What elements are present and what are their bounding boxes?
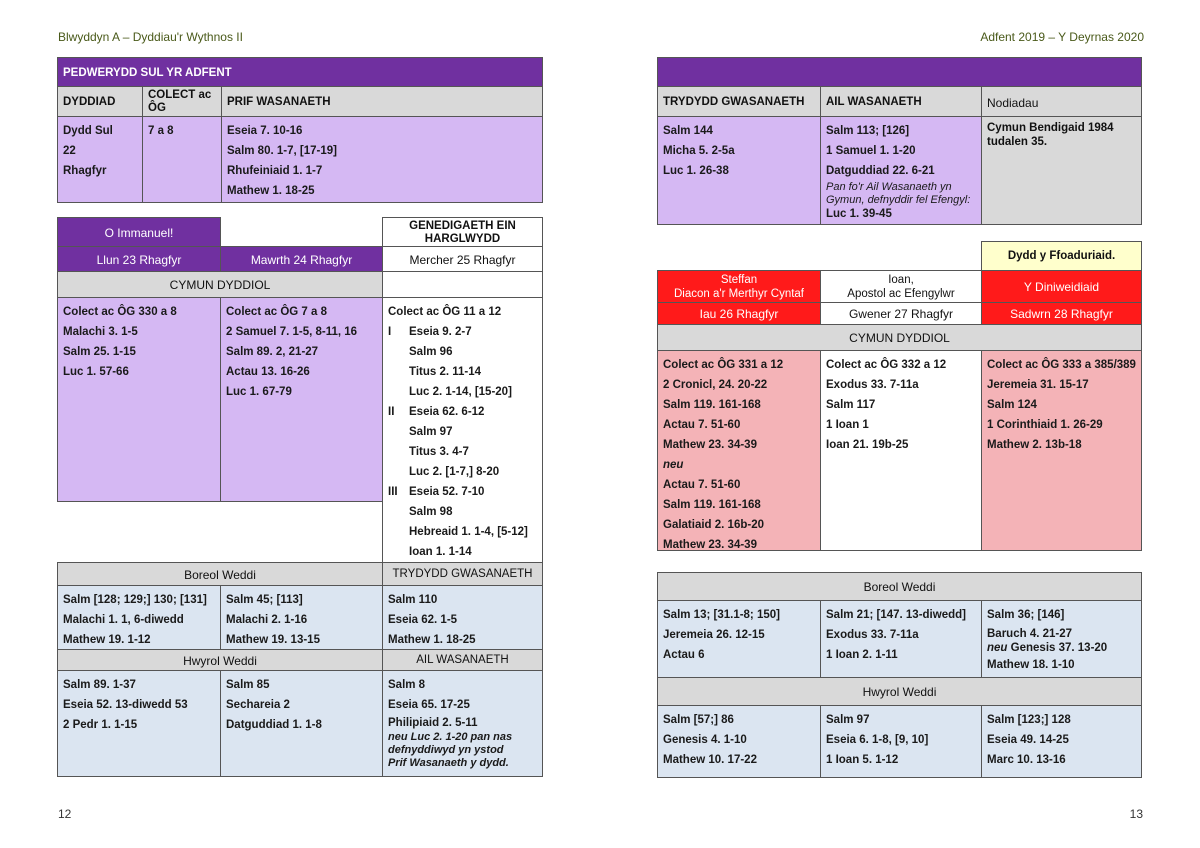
cymun-header-right: CYMUN DYDDIOL — [657, 324, 1142, 351]
fri-title-line: Apostol ac Efengylwr — [847, 288, 955, 300]
tue-cymun-cell — [220, 297, 383, 502]
reading: Mathew 2. 13b-18 — [987, 439, 1082, 451]
reading: Exodus 33. 7-11a — [826, 629, 919, 641]
reading: 1 Samuel 1. 1-20 — [826, 145, 916, 157]
mon-cymun-cell — [57, 297, 221, 502]
reading: Salm 119. 161-168 — [663, 499, 761, 511]
day-line: Dydd Sul — [63, 125, 113, 137]
reading: Eseia 7. 10-16 — [227, 125, 303, 137]
reading-note: Pan fo'r Ail Wasanaeth yn Gymun, defnyddir fel Efengyl: — [826, 181, 971, 206]
reading: Actau 6 — [663, 649, 705, 661]
neu-label: neu — [388, 731, 408, 743]
reading: Salm 25. 1-15 — [63, 346, 136, 358]
reading: Salm 97 — [826, 714, 870, 726]
reading-set-1-line — [388, 322, 537, 342]
sunday-third-cell — [657, 116, 821, 225]
reading: Luc 1. 57-66 — [63, 366, 129, 378]
reading: Exodus 33. 7-11a — [826, 379, 919, 391]
reading: Mathew 1. 18-25 — [388, 634, 476, 646]
reading: Salm 89. 1-37 — [63, 679, 136, 691]
reading: Rhufeiniaid 1. 1-7 — [227, 165, 323, 177]
fri-title-line: Ioan, — [888, 274, 914, 286]
reading: Salm [57;] 86 — [663, 714, 734, 726]
sat-date: Sadwrn 28 Rhagfyr — [981, 302, 1142, 325]
reading: Marc 10. 13-16 — [987, 754, 1066, 766]
running-header-right: Adfent 2019 – Y Deyrnas 2020 — [980, 30, 1144, 44]
sunday-second-cell — [820, 116, 982, 225]
fri-title — [820, 270, 982, 303]
reading: Mathew 19. 1-12 — [63, 634, 151, 646]
reading: Mathew 23. 34-39 — [663, 539, 757, 551]
thu-boreol-cell — [657, 600, 821, 678]
refugee-day-label: Dydd y Ffoaduriaid. — [981, 241, 1142, 271]
reading: Malachi 2. 1-16 — [226, 614, 308, 626]
col-header-day: DYDDIAD — [57, 86, 143, 117]
reading: Eseia 62. 6-12 — [409, 406, 485, 418]
reading: Salm 124 — [987, 399, 1037, 411]
reading: Titus 3. 4-7 — [409, 446, 469, 458]
reading: Salm 117 — [826, 399, 876, 411]
reading: Salm 113; [126] — [826, 125, 910, 137]
mon-boreol-cell — [57, 585, 221, 650]
sat-title: Y Diniweidiaid — [981, 270, 1142, 303]
reading: Jeremeia 26. 12-15 — [663, 629, 765, 641]
reading: Galatiaid 2. 16b-20 — [663, 519, 764, 531]
mon-title: O Immanuel! — [57, 217, 221, 247]
reading: Luc 2. [1-7,] 8-20 — [409, 466, 500, 478]
sunday-title: PEDWERYDD SUL YR ADFENT — [57, 57, 543, 87]
reading: Datguddiad 1. 1-8 — [226, 719, 322, 731]
sunday-day-cell — [57, 116, 143, 203]
reading: Salm 45; [113] — [226, 594, 303, 606]
cymun-header-blank — [382, 271, 543, 298]
hwyrol-header-right: Hwyrol Weddi — [657, 677, 1142, 706]
reading: Mathew 1. 18-25 — [227, 185, 315, 197]
col-header-main: PRIF WASANAETH — [221, 86, 543, 117]
sunday-collect-cell — [142, 116, 222, 203]
reading: Mathew 10. 17-22 — [663, 754, 757, 766]
reading: 2 Cronicl, 24. 20-22 — [663, 379, 768, 391]
day-line: Rhagfyr — [63, 165, 107, 177]
wed-date: Mercher 25 Rhagfyr — [382, 246, 543, 272]
reading: Salm 80. 1-7, [17-19] — [227, 145, 337, 157]
reading: 2 Pedr 1. 1-15 — [63, 719, 138, 731]
reading: 1 Corinthiaid 1. 26-29 — [987, 419, 1103, 431]
reading: Salm 98 — [409, 506, 453, 518]
sunday-main-cell — [221, 116, 543, 203]
reading: 1 Ioan 2. 1-11 — [826, 649, 898, 661]
col-header-notes: Nodiadau — [981, 86, 1142, 117]
reading: Salm 89. 2, 21-27 — [226, 346, 319, 358]
reading: Malachi 1. 1, 6-diwedd — [63, 614, 184, 626]
reading: Hebreaid 1. 1-4, [5-12] — [409, 526, 528, 538]
reading: 1 Ioan 1 — [826, 419, 869, 431]
reading: Luc 1. 39-45 — [826, 208, 892, 220]
reading: Malachi 3. 1-5 — [63, 326, 138, 338]
tue-hwyrol-cell — [220, 670, 383, 777]
reading: Salm 119. 161-168 — [663, 399, 761, 411]
thu-title-line: Diacon a'r Merthyr Cyntaf — [673, 288, 804, 300]
reading-note: Luc 2. 1-20 pan nas — [410, 731, 513, 743]
reading: Eseia 49. 14-25 — [987, 734, 1069, 746]
reading: Luc 2. 1-14, [15-20] — [409, 386, 512, 398]
reading: Colect ac ÔG 7 a 8 — [226, 306, 327, 318]
reading: Eseia 9. 2-7 — [409, 326, 472, 338]
col-header-third: TRYDYDD GWASANAETH — [657, 86, 821, 117]
tue-boreol-cell — [220, 585, 383, 650]
thu-cymun-cell — [657, 350, 821, 551]
tue-date: Mawrth 24 Rhagfyr — [220, 246, 383, 272]
reading: Salm 8 — [388, 679, 426, 691]
reading: Salm 144 — [663, 125, 713, 137]
day-line: 22 — [63, 145, 76, 157]
reading: Genesis 37. 13-20 — [1010, 642, 1108, 654]
set-number: II — [388, 406, 395, 418]
ail-header-left: AIL WASANAETH — [382, 649, 543, 671]
reading: Salm [123;] 128 — [987, 714, 1071, 726]
reading: Eseia 6. 1-8, [9, 10] — [826, 734, 929, 746]
page-number-left: 12 — [58, 807, 72, 821]
wed-ail-cell — [382, 670, 543, 777]
reading-set-3-line — [388, 482, 537, 502]
trydydd-header-left: TRYDYDD GWASANAETH — [382, 562, 543, 586]
fri-cymun-cell — [820, 350, 982, 551]
col-header-collect: COLECT ac ÔG — [142, 86, 222, 117]
mon-hwyrol-cell — [57, 670, 221, 777]
sat-cymun-cell — [981, 350, 1142, 551]
reading: Titus 2. 11-14 — [409, 366, 482, 378]
reading: Eseia 65. 17-25 — [388, 699, 470, 711]
reading: Baruch 4. 21-27 — [987, 628, 1073, 640]
reading: Eseia 52. 7-10 — [409, 486, 485, 498]
wed-title: GENEDIGAETH EIN HARGLWYDD — [382, 217, 543, 248]
fri-hwyrol-cell — [820, 705, 982, 778]
reading-note: Prif Wasanaeth y dydd. — [388, 757, 509, 769]
reading: Mathew 19. 13-15 — [226, 634, 320, 646]
reading: 2 Samuel 7. 1-5, 8-11, 16 — [226, 326, 358, 338]
reading-set-2-line — [388, 402, 537, 422]
collect-ref: Colect ac ÔG 11 a 12 — [388, 306, 502, 318]
reading: 1 Ioan 5. 1-12 — [826, 754, 899, 766]
reading: Jeremeia 31. 15-17 — [987, 379, 1089, 391]
sunday-notes-cell: Cymun Bendigaid 1984 tudalen 35. — [981, 116, 1142, 225]
reading: Philipiaid 2. 5-11 — [388, 717, 478, 729]
reading: Salm 36; [146] — [987, 609, 1065, 621]
thu-date: Iau 26 Rhagfyr — [657, 302, 821, 325]
collect-ref: 7 a 8 — [148, 125, 174, 137]
sunday-title-continuation — [657, 57, 1142, 87]
mon-date: Llun 23 Rhagfyr — [57, 246, 221, 272]
fri-boreol-cell — [820, 600, 982, 678]
reading: Colect ac ÔG 330 a 8 — [63, 306, 177, 318]
hwyrol-header-left: Hwyrol Weddi — [57, 649, 383, 671]
boreol-header-right: Boreol Weddi — [657, 572, 1142, 601]
reading: Salm 97 — [409, 426, 453, 438]
col-header-second: AIL WASANAETH — [820, 86, 982, 117]
reading: Actau 7. 51-60 — [663, 479, 741, 491]
set-number: I — [388, 326, 392, 338]
reading: Mathew 18. 1-10 — [987, 659, 1075, 671]
neu-label: neu — [663, 459, 684, 471]
wed-trydydd-cell — [382, 585, 543, 650]
reading: Luc 1. 67-79 — [226, 386, 292, 398]
reading: Colect ac ÔG 333 a 385/389 — [987, 359, 1136, 371]
reading: Salm 21; [147. 13-diwedd] — [826, 609, 966, 621]
boreol-header-left: Boreol Weddi — [57, 562, 383, 586]
reading: Actau 13. 16-26 — [226, 366, 310, 378]
reading: Genesis 4. 1-10 — [663, 734, 747, 746]
thu-hwyrol-cell — [657, 705, 821, 778]
reading: Salm 13; [31.1-8; 150] — [663, 609, 780, 621]
reading: Eseia 62. 1-5 — [388, 614, 458, 626]
page-number-right: 13 — [1129, 807, 1143, 821]
reading: Datguddiad 22. 6-21 — [826, 165, 935, 177]
reading: Mathew 23. 34-39 — [663, 439, 757, 451]
reading: Salm 110 — [388, 594, 438, 606]
reading: Salm 85 — [226, 679, 270, 691]
neu-label: neu — [987, 642, 1008, 654]
reading: Actau 7. 51-60 — [663, 419, 741, 431]
reading: Salm [128; 129;] 130; [131] — [63, 594, 207, 606]
thu-title — [657, 270, 821, 303]
reading: Colect ac ÔG 331 a 12 — [663, 359, 784, 371]
reading: Micha 5. 2-5a — [663, 145, 735, 157]
wed-cymun-cell — [382, 297, 543, 563]
thu-title-line: Steffan — [720, 274, 758, 286]
sat-hwyrol-cell — [981, 705, 1142, 778]
reading-note: defnyddiwyd yn ystod — [388, 744, 504, 756]
sat-boreol-cell — [981, 600, 1142, 678]
reading: Sechareia 2 — [226, 699, 290, 711]
cymun-header-left: CYMUN DYDDIOL — [57, 271, 383, 298]
reading: Ioan 21. 19b-25 — [826, 439, 909, 451]
reading: Luc 1. 26-38 — [663, 165, 729, 177]
reading: Colect ac ÔG 332 a 12 — [826, 359, 947, 371]
reading: Eseia 52. 13-diwedd 53 — [63, 699, 188, 711]
reading: Ioan 1. 1-14 — [409, 546, 472, 558]
fri-date: Gwener 27 Rhagfyr — [820, 302, 982, 325]
set-number: III — [388, 486, 398, 498]
reading: Salm 96 — [409, 346, 453, 358]
running-header-left: Blwyddyn A – Dyddiau'r Wythnos II — [58, 30, 243, 44]
